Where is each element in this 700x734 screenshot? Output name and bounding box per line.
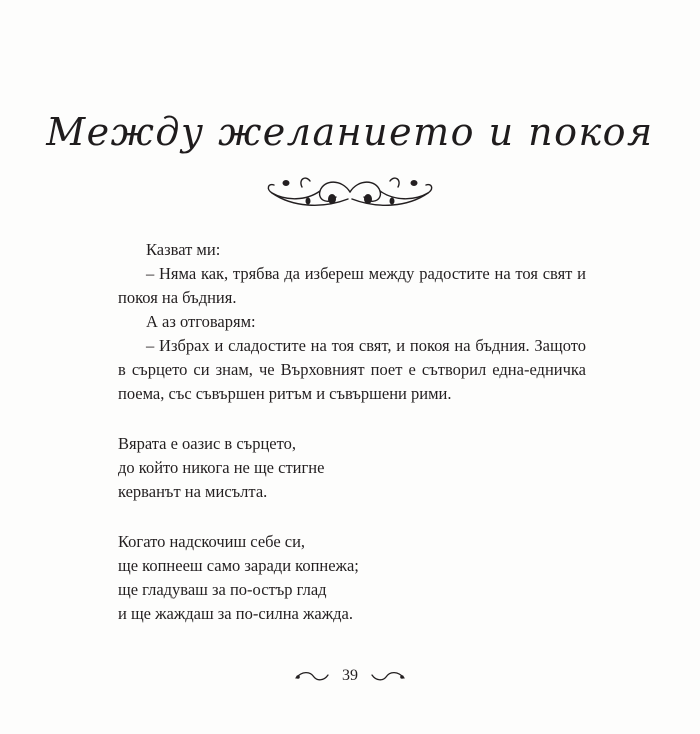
stanza <box>118 530 586 626</box>
verse-line: и ще жаждаш за по-силна жажда. <box>118 604 353 623</box>
page-number: 39 <box>342 667 358 684</box>
paragraph: А аз отговарям: <box>146 312 256 331</box>
verse-line: до който никога не ще стигне <box>118 458 325 477</box>
paragraph: – Избрах и сладостите на тоя свят, и покоя на бъдния. Защото в сърцето си знам, че Върховният поет е сътворил една-едничка поема, със съвършен ритъм и съвършени рими. <box>118 336 586 403</box>
spacer <box>118 406 586 432</box>
right-flourish-icon <box>368 669 406 683</box>
verse-line: керванът на мисълта. <box>118 482 268 501</box>
ornament-flourish-icon <box>262 171 438 213</box>
page-title: Между желанието и покоя <box>46 110 654 154</box>
left-flourish-icon <box>294 669 332 683</box>
main-text <box>118 238 586 626</box>
stanza <box>118 432 586 504</box>
paragraph: – Няма как, трябва да избереш между радостите на тоя свят и покоя на бъдния. <box>118 264 586 307</box>
verse-line: Вярата е оазис в сърцето, <box>118 434 296 453</box>
verse-line: ще копнееш само заради копнежа; <box>118 556 359 575</box>
verse-line: Когато надскочиш себе си, <box>118 532 306 551</box>
verse-line: ще гладуваш за по-остър глад <box>118 580 327 599</box>
page-footer <box>0 663 700 689</box>
paragraph: Казват ми: <box>146 240 221 259</box>
spacer <box>118 504 586 530</box>
